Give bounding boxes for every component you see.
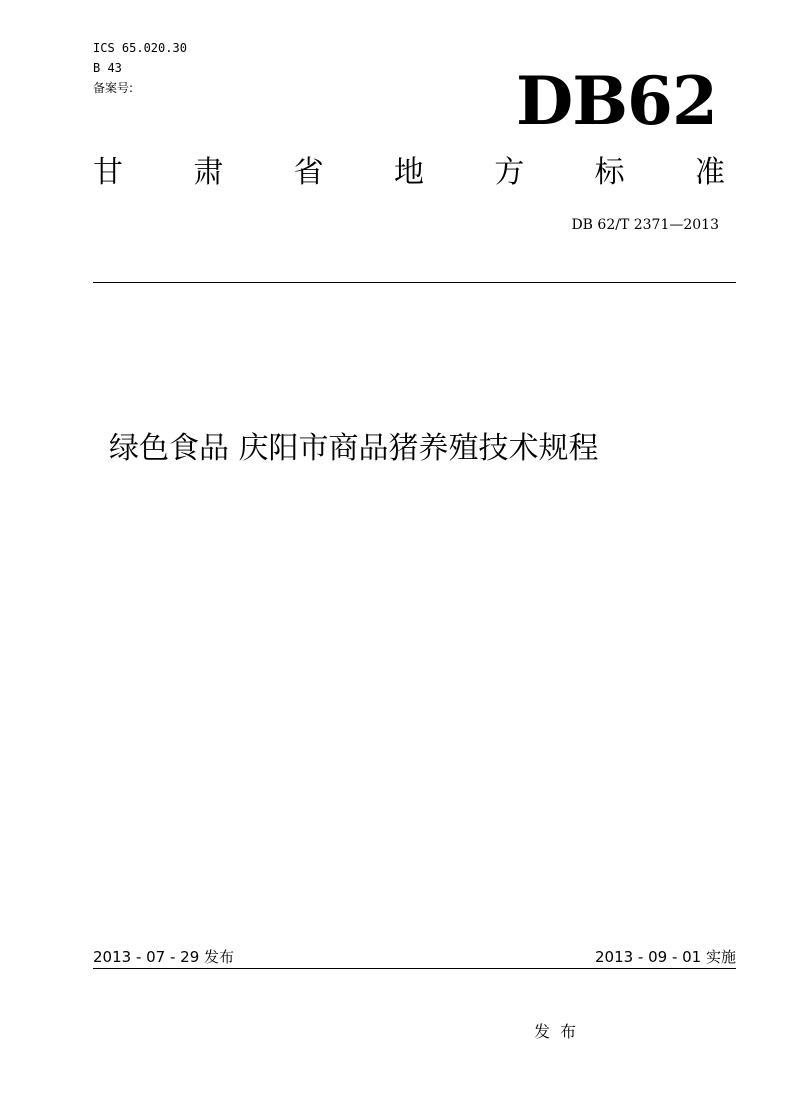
ics-code: ICS 65.020.30	[93, 41, 187, 55]
category-char: 标	[594, 155, 625, 190]
implementation-date: 2013 - 09 - 01 实施	[594, 948, 736, 966]
category-char: 方	[494, 155, 525, 190]
category-char: 省	[293, 155, 324, 190]
record-number-label: 备案号:	[93, 81, 134, 95]
category-char: 地	[393, 155, 424, 190]
top-divider	[93, 282, 736, 283]
standard-category-heading	[93, 155, 725, 191]
bottom-divider	[93, 968, 736, 969]
publisher-label: 发布	[534, 1022, 587, 1041]
ccs-code: B 43	[93, 61, 122, 75]
issue-date: 2013 - 07 - 29 发布	[93, 948, 235, 966]
category-char: 准	[694, 155, 725, 190]
db62-logo: DB62	[516, 62, 717, 140]
document-title: 绿色食品 庆阳市商品猪养殖技术规程	[109, 431, 599, 466]
standard-number: DB 62/T 2371—2013	[571, 217, 719, 233]
category-char: 甘	[93, 155, 123, 190]
category-char: 肃	[193, 155, 224, 190]
